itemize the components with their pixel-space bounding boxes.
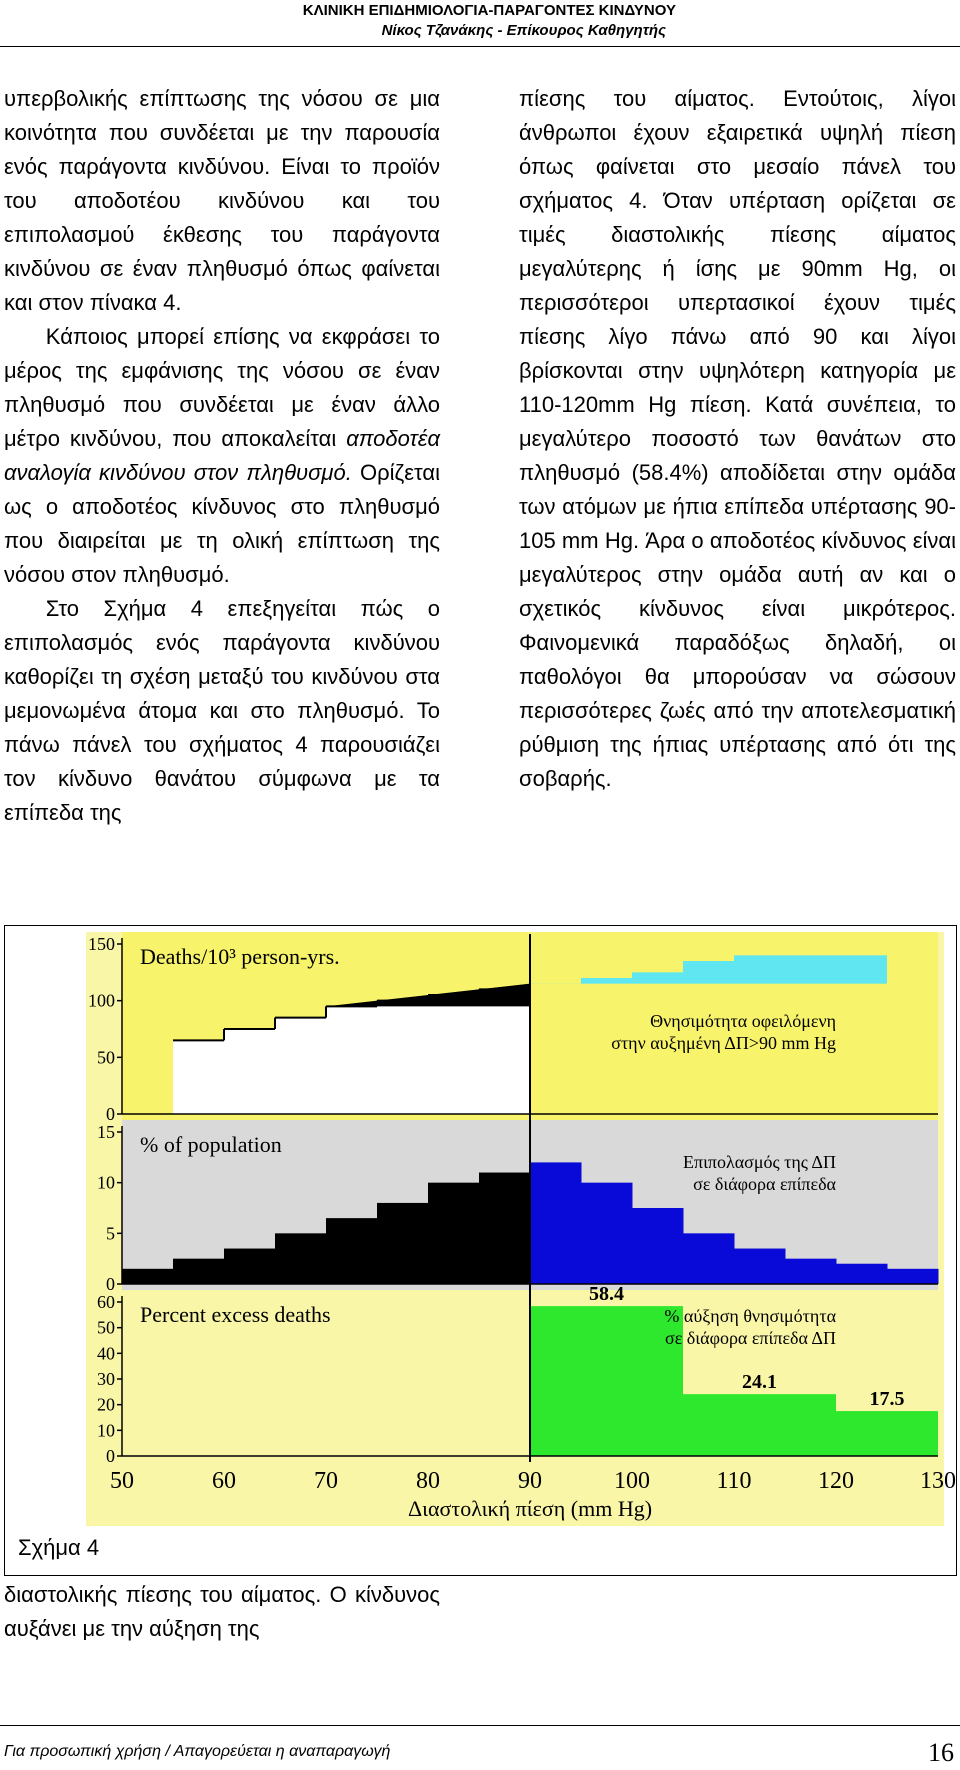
paragraph-text: Κάποιος μπορεί επίσης να εκφράσει το μέρος της εμφάνισης της νόσου σε έναν πληθυσμό που συνδέεται με έναν άλλο μέτρο κινδύνου, που αποκαλείται <box>4 324 440 451</box>
bar <box>275 1018 326 1114</box>
bar <box>326 1006 377 1114</box>
header-divider <box>0 46 960 47</box>
bar <box>224 1029 275 1114</box>
y-tick-label: 0 <box>106 1274 115 1294</box>
y-tick-label: 15 <box>97 1122 115 1142</box>
y-tick-label: 20 <box>97 1394 115 1415</box>
y-tick-label: 100 <box>88 990 115 1011</box>
header-author: Νίκος Τζανάκης - Επίκουρος Καθηγητής <box>381 22 666 39</box>
x-tick-label: 60 <box>212 1468 236 1494</box>
right-column <box>519 82 956 796</box>
paragraph: υπερβολικής επίπτωσης της νόσου σε μια κοινότητα που συνδέεται με την παρουσία ενός παράγοντα κινδύνου. Είναι το προϊόν του αποδοτέου κινδύνου και του επιπολασμού έκθεσης του παράγοντα κινδύνου σε έναν πληθυσμό όπως φαίνεται και στον πίνακα 4. <box>4 86 440 315</box>
bar <box>428 1183 480 1284</box>
bar <box>887 1269 939 1284</box>
bar <box>683 1233 735 1284</box>
bar <box>836 1264 888 1284</box>
bar <box>479 1173 531 1284</box>
paragraph-text: Ορίζεται ως ο αποδοτέος κίνδυνος στο πληθυσμό που διαιρείται με τη ολική επίπτωση της νόσου στον πληθυσμό. <box>4 460 441 587</box>
data-label: 17.5 <box>869 1388 905 1411</box>
paragraph: πίεσης του αίματος. Εντούτοις, λίγοι άνθρωποι έχουν εξαιρετικά υψηλή πίεση όπως φαίνεται στο μεσαίο πάνελ του σχήματος 4. Όταν υπέρταση ορίζεται σε τιμές διαστολικής πίεσης αίματος μεγαλύτερης ή ίσης με 90mm Hg, οι περισσότεροι υπερτασικοί έχουν τιμές πίεσης λίγο πάνω από 90 και λίγοι βρίσκονται στην υψηλότερη κατηγορία με 110-120mm Hg πίεση. Κατά συνέπεια, το μεγαλύτερο ποσοστό των θανάτων στο πληθυσμό (58.4%) αποδίδεται στην ομάδα των ατόμων με ήπια επίπεδα υπέρτασης 90-105 mm Hg. Άρα ο αποδοτέος κίνδυνος είναι μεγαλύτερος στην ομάδα αυτή αν και ο σχετικός κίνδυνος είναι μικρότερος. Φαινομενικά παραδόξως δηλαδή, οι παθολόγοι θα μπορούσαν να σώσουν περισσότερες ζωές από την αποτελεσματική ρύθμιση της ήπιας υπέρτασης από ότι της σοβαρής. <box>519 86 956 791</box>
page-number: 16 <box>928 1738 954 1767</box>
panel-top <box>88 932 938 1124</box>
x-tick-label: 100 <box>614 1468 650 1494</box>
x-tick-label: 90 <box>518 1468 542 1494</box>
x-tick-label: 80 <box>416 1468 440 1494</box>
panel-middle <box>97 1120 939 1294</box>
bar <box>785 1259 837 1284</box>
bar <box>836 1411 938 1456</box>
bar <box>581 1183 633 1284</box>
bar <box>326 1218 378 1284</box>
y-tick-label: 40 <box>97 1343 115 1364</box>
bar <box>275 1233 327 1284</box>
panel-bottom <box>97 1283 938 1466</box>
bar <box>377 1001 428 1114</box>
panel-title: Deaths/10³ person-yrs. <box>140 944 340 969</box>
bar <box>734 1249 786 1284</box>
y-tick-label: 0 <box>106 1104 115 1124</box>
x-tick-label: 110 <box>716 1468 752 1494</box>
x-tick-label: 120 <box>818 1468 854 1494</box>
y-tick-label: 50 <box>97 1047 115 1068</box>
bar <box>530 1306 683 1456</box>
panel-annotation: Επιπολασμός της ΔΠ σε διάφορα επίπεδα <box>682 1152 836 1194</box>
y-tick-label: 30 <box>97 1369 115 1389</box>
bar <box>479 989 530 1114</box>
panel-annotation: Θνησιμότητα οφειλόμενη στην αυξημένη ΔΠ>90 mm Hg <box>611 1011 836 1053</box>
bar <box>224 1249 276 1284</box>
x-tick-label: 130 <box>920 1468 956 1494</box>
paragraph: Στο Σχήμα 4 επεξηγείται πώς ο επιπολασμός ενός παράγοντα κινδύνου καθορίζει τη σχέση μεταξύ του κινδύνου στα μεμονωμένα άτομα και στο πληθυσμό. Το πάνω πάνελ του σχήματος 4 παρουσιάζει τον κίνδυνο θανάτου σύμφωνα με τα επίπεδα της <box>4 596 440 825</box>
figure-caption: Σχήμα 4 <box>18 1535 100 1560</box>
y-tick-label: 10 <box>97 1420 115 1441</box>
y-tick-label: 5 <box>106 1223 115 1244</box>
y-tick-label: 10 <box>97 1172 115 1193</box>
bar <box>377 1203 429 1284</box>
left-column <box>4 82 440 830</box>
y-tick-label: 60 <box>97 1292 115 1312</box>
header-title: ΚΛΙΝΙΚΗ ΕΠΙΔΗΜΙΟΛΟΓΙΑ-ΠΑΡΑΓΟΝΤΕΣ ΚΙΝΔΥΝΟΥ <box>302 2 676 19</box>
y-tick-label: 50 <box>97 1317 115 1338</box>
continued-paragraph: διαστολικής πίεσης του αίματος. Ο κίνδυνος αυξάνει με την αύξηση της <box>4 1582 440 1641</box>
panel-title: % of population <box>140 1132 282 1157</box>
data-label: 58.4 <box>589 1283 624 1306</box>
y-tick-label: 0 <box>106 1446 115 1466</box>
bar <box>173 1259 225 1284</box>
x-tick-label: 50 <box>110 1468 134 1494</box>
bar <box>173 1040 224 1114</box>
panel-annotation: % αύξηση θνησιμότητα σε διάφορα επίπεδα ΔΠ <box>664 1306 836 1348</box>
data-label: 24.1 <box>742 1371 777 1394</box>
bar <box>683 1394 836 1456</box>
italic-term: αποδοτέα αναλογία κινδύνου στον πληθυσμό. <box>4 426 440 485</box>
x-tick-label: 70 <box>314 1468 338 1494</box>
bar <box>530 1162 582 1284</box>
bar <box>428 995 479 1114</box>
footer-divider <box>0 1725 960 1726</box>
paragraph <box>4 320 440 592</box>
bar <box>632 1208 684 1284</box>
panel-title: Percent excess deaths <box>140 1302 331 1327</box>
x-axis-label: Διαστολική πίεση (mm Hg) <box>407 1496 653 1521</box>
footer-notice: Για προσωπική χρήση / Απαγορεύεται η αναπαραγωγή <box>4 1743 391 1760</box>
bar <box>122 1269 174 1284</box>
figure-chart <box>86 932 956 1526</box>
y-tick-label: 150 <box>88 934 115 954</box>
